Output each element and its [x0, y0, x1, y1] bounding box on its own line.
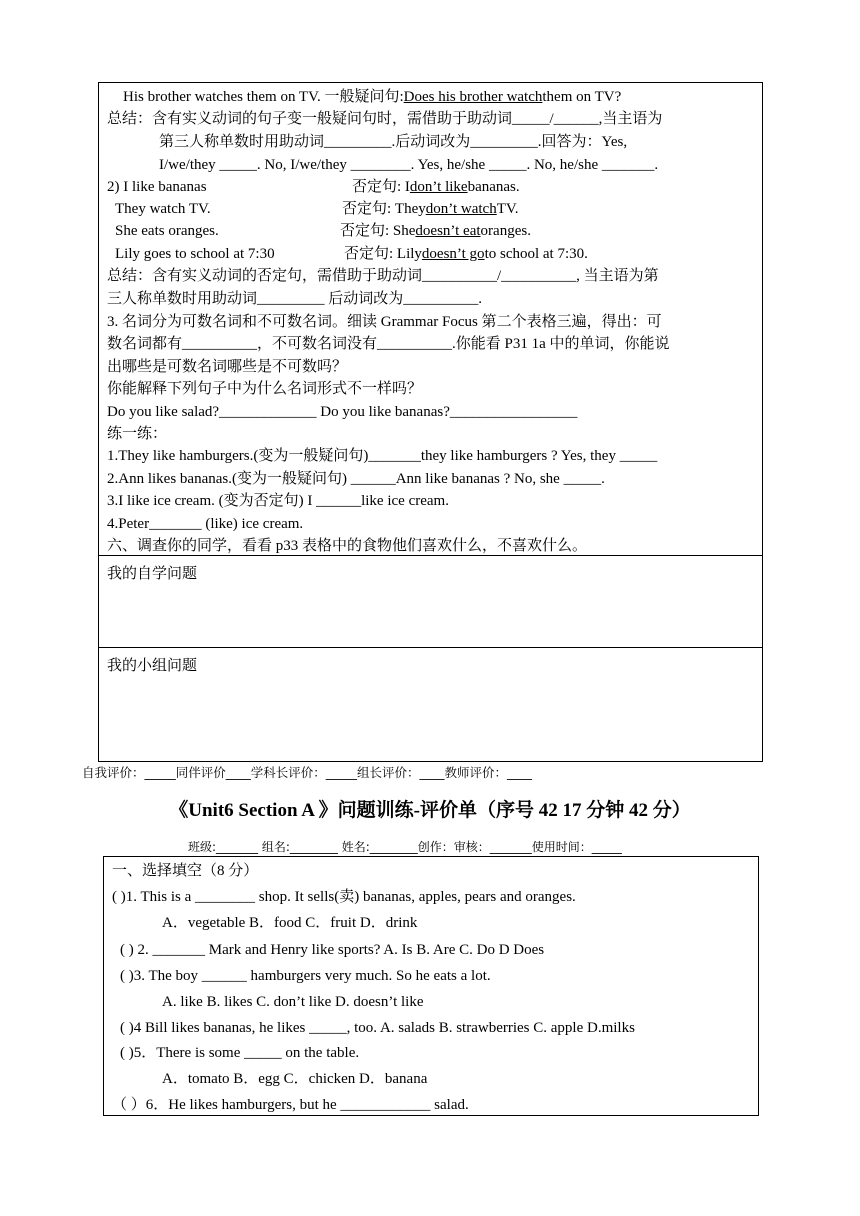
question-3: ( )3. The boy ______ hamburgers very much. So he eats a lot.	[120, 968, 491, 984]
evaluation-line: 自我评价：_____同伴评价____学科长评价：_____组长评价：____教师评价：____	[82, 765, 533, 780]
summary-line-1: 总结：含有实义动词的句子变一般疑问句时，需借助于助动词_____/______,当主语为	[107, 111, 663, 127]
question-4: ( )4 Bill likes bananas, he likes _____, too. A. salads B. strawberries C. apple D.milks	[120, 1020, 635, 1036]
negation-example-4: Lily goes to school at 7:30 否定句: Lilydoesn’t goto school at 7:30.	[115, 246, 588, 262]
student-info-line: 班级:_______ 组名:________ 姓名:________创作：审核：_______使用时间：_____	[188, 840, 622, 854]
grammar-summary-box	[98, 82, 763, 762]
group-question-label: 我的小组问题	[107, 658, 198, 674]
question-3-options: A. like B. likes C. don’t like D. doesn’t like	[162, 994, 424, 1010]
question-6: （ ）6．He likes hamburgers, but he ____________ salad.	[112, 1097, 469, 1113]
negation-example-1: 2) I like bananas 否定句: Idon’t likebananas.	[107, 179, 520, 195]
negation-summary-1: 总结：含有实义动词的否定句，需借助于助动词__________/__________, 当主语为第	[107, 268, 659, 284]
salad-bananas-line: Do you like salad?_____________ Do you like bananas?_________________	[107, 404, 578, 420]
summary-line-3: I/we/they _____. No, I/we/they ________. Yes, he/she _____. No, he/she _______.	[159, 157, 659, 173]
noun-rule-line-3: 出哪些是可数名词哪些是不可数吗？	[107, 359, 348, 375]
question-2: ( ) 2. _______ Mark and Henry like sports? A. Is B. Are C. Do D Does	[120, 942, 545, 958]
negation-example-2: They watch TV. 否定句: Theydon’t watchTV.	[115, 201, 519, 217]
practice-item-4: 4.Peter_______ (like) ice cream.	[107, 516, 304, 532]
practice-item-2: 2.Ann likes bananas.(变为一般疑问句) ______Ann like bananas ? No, she _____.	[107, 471, 605, 487]
practice-item-1: 1.They like hamburgers.(变为一般疑问句)_______they like hamburgers ? Yes, they _____	[107, 448, 658, 464]
worksheet-title: 《Unit6 Section A 》问题训练-评价单（序号 42 17 分钟 42 分）	[169, 800, 691, 821]
practice-item-3: 3.I like ice cream. (变为否定句) I ______like ice cream.	[107, 493, 449, 509]
question-5-options: A．tomato B．egg C．chicken D．banana	[162, 1071, 428, 1087]
quiz-section-header: 一、选择填空（8 分）	[112, 863, 259, 879]
survey-task: 六、调查你的同学，看看 p33 表格中的食物他们喜欢什么，不喜欢什么。	[107, 538, 588, 554]
quiz-box	[103, 856, 759, 1116]
question-1-options: A．vegetable B．food C．fruit D．drink	[162, 915, 418, 931]
question-1: ( )1. This is a ________ shop. It sells(卖) bananas, apples, pears and oranges.	[112, 889, 576, 905]
practice-heading: 练一练：	[107, 426, 168, 442]
summary-line-2: 第三人称单数时用助动词_________.后动词改为_________.回答为：Yes,	[159, 134, 628, 150]
negation-summary-2: 三人称单数时用助动词_________ 后动词改为__________.	[107, 291, 483, 307]
negation-example-3: She eats oranges. 否定句: Shedoesn’t eatoranges.	[115, 223, 531, 239]
self-study-label: 我的自学问题	[107, 566, 198, 582]
self-study-section	[99, 555, 762, 648]
question-5: ( )5．There is some _____ on the table.	[120, 1045, 360, 1061]
grammar-section	[99, 83, 762, 555]
noun-question-line: 你能解释下列句子中为什么名词形式不一样吗？	[107, 381, 423, 397]
noun-rule-line-1: 3. 名词分为可数名词和不可数名词。细读 Grammar Focus 第二个表格三遍，得出：可	[107, 314, 662, 330]
group-question-section	[99, 647, 762, 761]
noun-rule-line-2: 数名词都有__________，不可数名词没有__________.你能看 P31 1a 中的单词，你能说	[107, 336, 670, 352]
example-question-line: His brother watches them on TV. 一般疑问句:Does his brother watchthem on TV?	[123, 89, 622, 105]
